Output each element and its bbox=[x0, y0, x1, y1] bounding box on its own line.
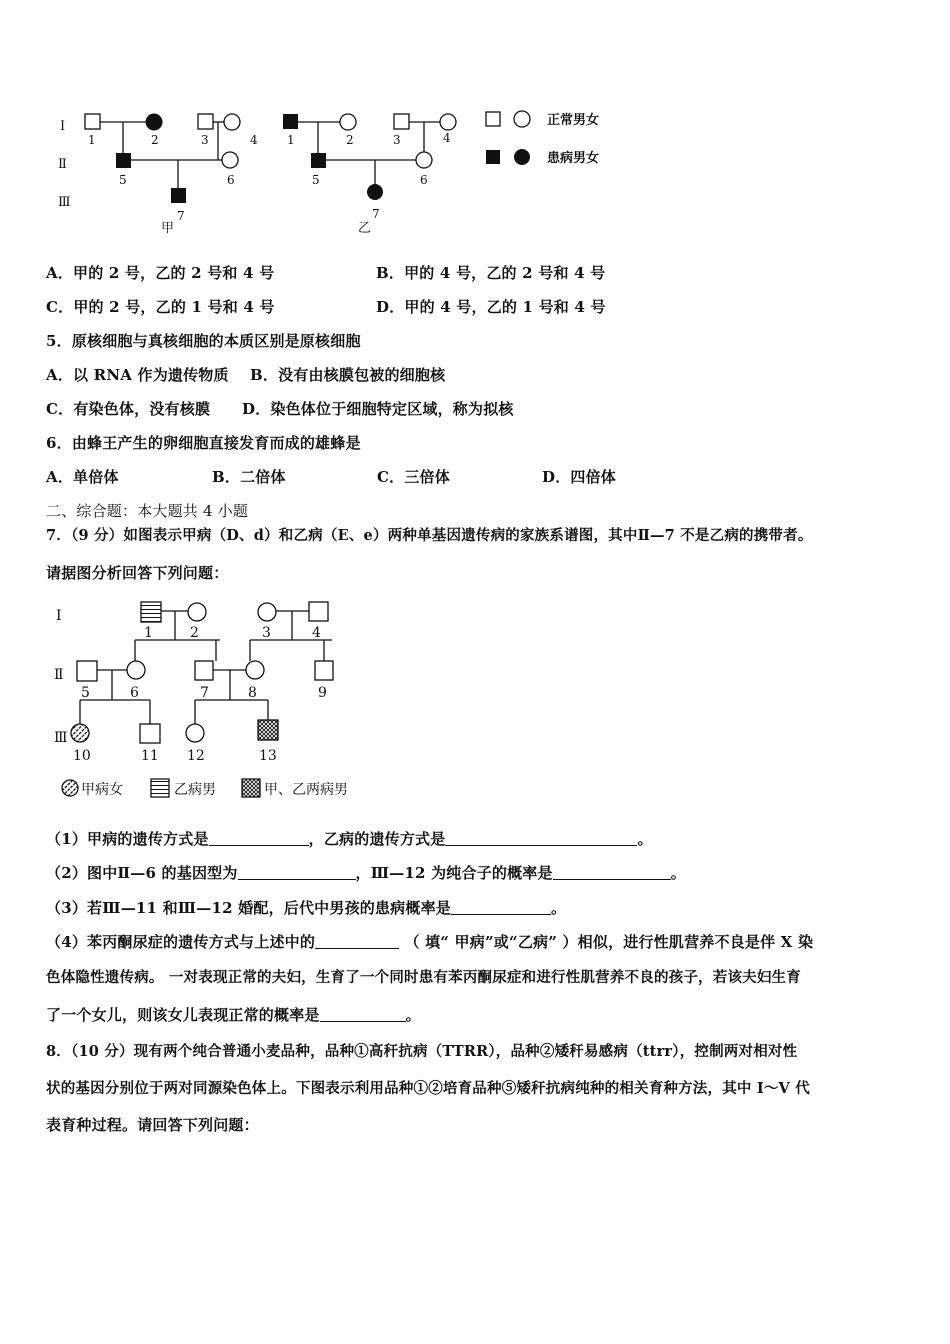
q7-part-4-a: （4）苯丙酮尿症的遗传方式与上述中的 bbox=[46, 933, 316, 951]
q7-part-2-c: 。 bbox=[670, 864, 686, 882]
section-heading: 二、综合题：本大题共 4 小题 bbox=[46, 502, 249, 520]
q7-part-4-line-1 bbox=[46, 931, 813, 952]
ped1-a-i3-male bbox=[198, 114, 213, 129]
ped1-b-i1-male-affected bbox=[283, 114, 298, 129]
q4-option-a: A．甲的 2 号，乙的 2 号和 4 号 bbox=[46, 264, 275, 282]
legend-both-diseases-male bbox=[242, 779, 260, 797]
ped2-iii11-male bbox=[140, 724, 160, 743]
q7-stem-1: 7．（9 分）如图表示甲病（D、d）和乙病（E、e）两种单基因遗传病的家族系谱图，其中Ⅱ—7 不是乙病的携带者。 bbox=[46, 527, 813, 544]
ped1-b-num: 2 bbox=[346, 133, 354, 147]
legend-normal-male bbox=[486, 112, 500, 126]
q5-option-c: C．有染色体，没有核膜 bbox=[46, 400, 211, 418]
q4-option-b: B．甲的 4 号，乙的 2 号和 4 号 bbox=[376, 264, 606, 282]
q7-part-2-a: （2）图中Ⅱ—6 的基因型为 bbox=[46, 864, 238, 882]
q5-option-b: B．没有由核膜包被的细胞核 bbox=[250, 366, 446, 384]
answer-blank[interactable] bbox=[445, 831, 637, 846]
ped2-num: 4 bbox=[312, 625, 321, 641]
ped2-gen-3: Ⅲ bbox=[54, 730, 68, 746]
q6-option-b: B．二倍体 bbox=[212, 468, 286, 486]
q7-part-1 bbox=[46, 828, 653, 849]
ped2-iii10-female-disease-a bbox=[71, 724, 89, 742]
q7-part-4-line-2: 色体隐性遗传病。 一对表现正常的夫妇，生育了一个同时患有苯丙酮尿症和进行性肌营养不良的孩子，若该夫妇生育 bbox=[46, 969, 801, 986]
ped1-a-num: 6 bbox=[227, 173, 235, 187]
legend-normal-female bbox=[514, 111, 530, 127]
q7-stem-2: 请据图分析回答下列问题： bbox=[46, 564, 229, 582]
answer-blank[interactable] bbox=[209, 831, 309, 846]
answer-blank[interactable] bbox=[451, 900, 551, 915]
q7-part-4-b: （ 填“ 甲病”或“乙病” ）相似，进行性肌营养不良是伴 X 染 bbox=[404, 933, 814, 951]
ped1-b-num: 6 bbox=[420, 173, 428, 187]
q7-part-1-b: ，乙病的遗传方式是 bbox=[308, 830, 446, 848]
legend-disease-a-label: 甲病女 bbox=[81, 782, 123, 798]
ped1-b-num: 3 bbox=[393, 133, 401, 147]
ped2-num: 5 bbox=[81, 685, 90, 701]
ped1-a-ii6-female bbox=[222, 152, 238, 168]
ped1-a-num: 3 bbox=[201, 133, 209, 147]
q6-stem: 6．由蜂王产生的卵细胞直接发育而成的雄蜂是 bbox=[46, 434, 361, 452]
pedigree-figure-1 bbox=[50, 100, 630, 240]
pedigree-figure-2 bbox=[50, 592, 380, 807]
q7-part-2 bbox=[46, 862, 686, 883]
ped2-num: 7 bbox=[200, 685, 209, 701]
ped1-gen-3: Ⅲ bbox=[58, 195, 71, 210]
answer-blank[interactable] bbox=[320, 1007, 406, 1022]
ped1-a-ii5-male-affected bbox=[116, 153, 131, 168]
q7-part-4-d: 了一个女儿，则该女儿表现正常的概率是 bbox=[46, 1006, 320, 1024]
q5-stem: 5．原核细胞与真核细胞的本质区别是原核细胞 bbox=[46, 332, 361, 350]
ped2-num: 13 bbox=[259, 748, 277, 764]
q7-part-3-b: 。 bbox=[550, 899, 567, 917]
ped1-b-ii6-female bbox=[416, 152, 432, 168]
ped2-i4-male bbox=[309, 602, 328, 621]
ped2-num: 3 bbox=[262, 625, 271, 641]
answer-blank[interactable] bbox=[238, 865, 356, 880]
ped1-b-num: 7 bbox=[372, 207, 380, 221]
q4-option-d: D．甲的 4 号，乙的 1 号和 4 号 bbox=[376, 298, 606, 316]
ped2-iii12-female bbox=[186, 724, 204, 742]
ped1-b-num: 5 bbox=[312, 173, 320, 187]
ped2-gen-1: Ⅰ bbox=[56, 608, 62, 624]
ped1-b-num: 1 bbox=[287, 133, 295, 147]
legend-affected-male bbox=[486, 150, 500, 164]
q6-option-a: A．单倍体 bbox=[46, 468, 119, 486]
q7-part-2-b: ，Ⅲ—12 为纯合子的概率是 bbox=[355, 864, 553, 882]
answer-blank[interactable] bbox=[553, 865, 671, 880]
ped2-ii8-female bbox=[246, 661, 264, 679]
q7-part-1-c: 。 bbox=[637, 830, 653, 848]
ped1-gen-1: I bbox=[60, 119, 66, 134]
q5-option-a: A．以 RNA 作为遗传物质 bbox=[46, 366, 229, 384]
ped2-ii7-male bbox=[195, 661, 213, 680]
ped2-ii5-male bbox=[77, 661, 97, 681]
ped1-a-num: 1 bbox=[88, 133, 96, 147]
ped1-a-num: 5 bbox=[119, 173, 127, 187]
legend-disease-b-male bbox=[151, 779, 169, 797]
ped1-b-iii7-female-affected bbox=[367, 184, 383, 200]
q8-line-1: 8．（10 分）现有两个纯合普通小麦品种，品种①高秆抗病（TTRR），品种②矮秆易感病（ttrr），控制两对相对性 bbox=[46, 1043, 798, 1060]
answer-blank[interactable] bbox=[315, 934, 399, 949]
ped1-a-i4-female bbox=[224, 114, 240, 130]
q7-part-3 bbox=[46, 897, 566, 918]
q5-option-d: D．染色体位于细胞特定区域，称为拟核 bbox=[242, 400, 514, 418]
ped1-a-num: 4 bbox=[250, 133, 258, 147]
ped2-gen-2: Ⅱ bbox=[54, 667, 64, 683]
ped1-a-name: 甲 bbox=[161, 221, 175, 236]
ped1-b-i4-female bbox=[440, 114, 456, 130]
ped2-i2-female bbox=[188, 603, 206, 621]
ped1-gen-2: Ⅱ bbox=[58, 157, 67, 172]
ped1-a-i1-male bbox=[85, 114, 100, 129]
ped2-ii6-female bbox=[127, 661, 145, 679]
legend-both-diseases-label: 甲、乙两病男 bbox=[264, 782, 348, 798]
ped1-b-num: 4 bbox=[443, 131, 451, 145]
ped1-b-name: 乙 bbox=[358, 221, 372, 236]
ped2-num: 8 bbox=[248, 685, 257, 701]
q7-part-4-e: 。 bbox=[405, 1006, 421, 1024]
legend-affected-label: 患病男女 bbox=[547, 151, 600, 166]
ped2-num: 2 bbox=[190, 625, 199, 641]
ped2-num: 6 bbox=[130, 685, 139, 701]
ped2-i3-female bbox=[258, 603, 276, 621]
q7-part-1-a: （1）甲病的遗传方式是 bbox=[46, 830, 209, 848]
q8-line-2: 状的基因分别位于两对同源染色体上。下图表示利用品种①②培育品种⑤矮秆抗病纯种的相关育种方法，其中 I～V 代 bbox=[46, 1080, 810, 1097]
ped2-num: 1 bbox=[144, 625, 153, 641]
ped2-i1-male-disease-b bbox=[141, 602, 161, 622]
q6-option-d: D．四倍体 bbox=[542, 468, 617, 486]
ped1-a-i2-female-affected bbox=[146, 114, 162, 130]
legend-disease-a-female bbox=[62, 780, 78, 796]
ped1-a-num: 2 bbox=[151, 133, 159, 147]
q7-part-3-a: （3）若Ⅲ—11 和Ⅲ—12 婚配，后代中男孩的患病概率是 bbox=[46, 899, 451, 917]
q8-line-3: 表育种过程。请回答下列问题： bbox=[46, 1116, 259, 1134]
ped1-a-num: 7 bbox=[177, 209, 185, 223]
ped1-b-ii5-male-affected bbox=[311, 153, 326, 168]
ped1-a-iii7-male-affected bbox=[171, 188, 186, 203]
ped2-num: 12 bbox=[187, 748, 205, 764]
ped2-ii9-male bbox=[315, 661, 333, 680]
ped2-num: 9 bbox=[318, 685, 327, 701]
ped2-num: 11 bbox=[141, 748, 159, 764]
q4-option-c: C．甲的 2 号，乙的 1 号和 4 号 bbox=[46, 298, 275, 316]
ped1-b-i2-female bbox=[340, 114, 356, 130]
ped2-num: 10 bbox=[73, 748, 91, 764]
legend-disease-b-label: 乙病男 bbox=[174, 782, 216, 798]
ped2-iii13-male-both-diseases bbox=[258, 720, 278, 740]
legend-normal-label: 正常男女 bbox=[547, 113, 600, 128]
q7-part-4-line-3 bbox=[46, 1004, 421, 1025]
q6-option-c: C．三倍体 bbox=[377, 468, 450, 486]
ped1-b-i3-male bbox=[394, 114, 409, 129]
legend-affected-female bbox=[514, 149, 530, 165]
